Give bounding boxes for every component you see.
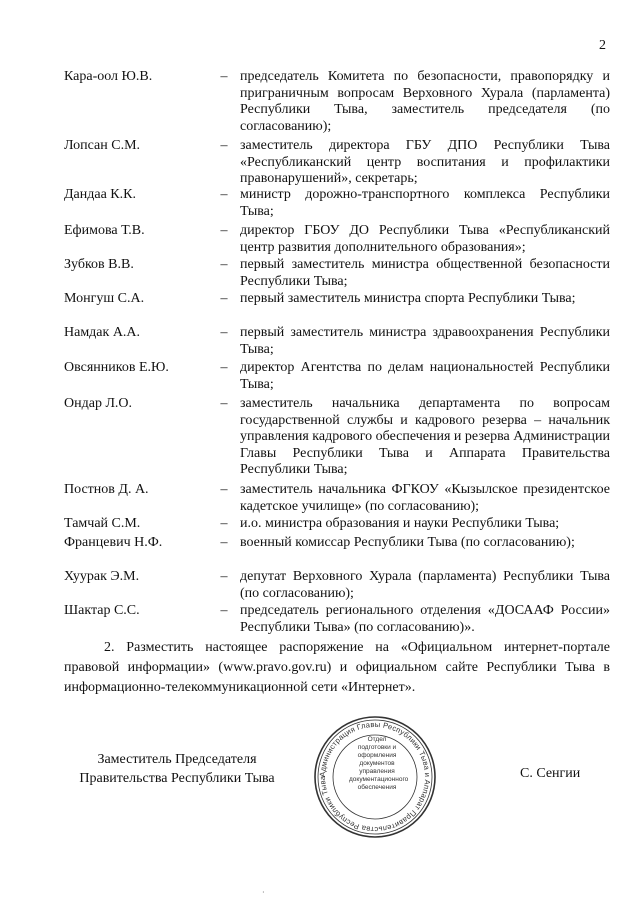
member-name: Дандаа К.К. [64, 187, 136, 202]
member-desc: заместитель директора ГБУ ДПО Республики Тыва «Республиканский центр воспитания и профилактики правонарушений», секретарь; [240, 138, 610, 186]
member-dash: – [220, 360, 228, 375]
stamp-line: подготовки и [357, 744, 397, 751]
stamp-line: обеспечения [357, 784, 397, 791]
member-name: Намдак А.А. [64, 325, 141, 340]
member-desc: первый заместитель министра спорта Республики Тыва; [240, 291, 576, 306]
member-name: Шактар С.С. [64, 603, 140, 618]
member-dash: – [220, 257, 228, 272]
member-desc: и.о. министра образования и науки Республики Тыва; [240, 516, 560, 531]
member-name: Хуурак Э.М. [64, 569, 140, 584]
stamp-ring-text: Администрация Главы Республики Тыва и Аппарат Правительства Республики Тыва [317, 719, 433, 835]
stamp-line: оформления документов [357, 752, 397, 767]
footer-mark: · [262, 888, 265, 897]
member-dash: – [220, 516, 228, 531]
member-dash: – [220, 138, 228, 153]
member-dash: – [220, 396, 228, 411]
member-name: Овсянников Е.Ю. [64, 360, 169, 375]
member-name: Кара-оол Ю.В. [64, 69, 153, 84]
publication-paragraph: 2. Разместить настоящее распоряжение на «Официальном интернет-портале правовой информации» (www.pravo.gov.ru) и официальном сайте Республики Тыва в информационно-телекоммуникационной сети «Интернет». [64, 640, 610, 695]
member-desc: председатель регионального отделения «ДОСААФ России» Республики Тыва» (по согласованию)». [240, 603, 610, 635]
member-name: Постнов Д. А. [64, 482, 149, 497]
member-dash: – [220, 535, 228, 550]
signatory-title-line2: Правительства Республики Тыва [79, 771, 275, 786]
member-dash: – [220, 291, 228, 306]
member-name: Лопсан С.М. [64, 138, 141, 153]
member-dash: – [220, 569, 228, 584]
stamp-line: документационного [349, 776, 409, 783]
member-name: Монгуш С.А. [64, 291, 145, 306]
member-dash: – [220, 69, 228, 84]
member-desc: первый заместитель министра здравоохранения Республики Тыва; [240, 325, 610, 357]
member-desc: депутат Верховного Хурала (парламента) Республики Тыва (по согласованию); [240, 569, 610, 601]
member-desc: председатель Комитета по безопасности, правопорядку и приграничным вопросам Верховного Хурала (парламента) Республики Тыва, заместитель председателя (по согласованию); [240, 69, 610, 134]
member-desc: министр дорожно-транспортного комплекса Республики Тыва; [240, 187, 610, 219]
member-desc: директор Агентства по делам национальностей Республики Тыва; [240, 360, 610, 392]
member-dash: – [220, 187, 228, 202]
signatory-name: С. Сенгии [520, 766, 581, 781]
page-number: 2 [599, 38, 606, 53]
member-desc: заместитель начальника ФГКОУ «Кызылское президентское кадетское училище» (по согласованию); [240, 482, 610, 514]
member-desc: первый заместитель министра общественной безопасности Республики Тыва; [240, 257, 610, 289]
stamp-line: управления [359, 768, 395, 775]
member-name: Ефимова Т.В. [64, 223, 145, 238]
member-dash: – [220, 482, 228, 497]
stamp-inner-text [349, 736, 409, 792]
member-desc: военный комиссар Республики Тыва (по согласованию); [240, 535, 575, 550]
stamp-line: Отдел [367, 736, 387, 743]
member-name: Зубков В.В. [64, 257, 134, 272]
member-name: Францевич Н.Ф. [64, 535, 163, 550]
member-name: Тамчай С.М. [64, 516, 141, 531]
member-dash: – [220, 603, 228, 618]
member-name: Ондар Л.О. [64, 396, 133, 411]
signatory-title-line1: Заместитель Председателя [97, 752, 257, 767]
member-dash: – [220, 325, 228, 340]
member-desc: директор ГБОУ ДО Республики Тыва «Республиканский центр развития дополнительного образования»; [240, 223, 610, 255]
signatory-title [62, 750, 292, 788]
member-desc: заместитель начальника департамента по вопросам государственной службы и кадрового резерва – начальник управления кадрового обеспечения и резерва Администрации Главы Республики Тыва и Аппарата Правительства Республики Тыва; [240, 396, 610, 477]
member-dash: – [220, 223, 228, 238]
